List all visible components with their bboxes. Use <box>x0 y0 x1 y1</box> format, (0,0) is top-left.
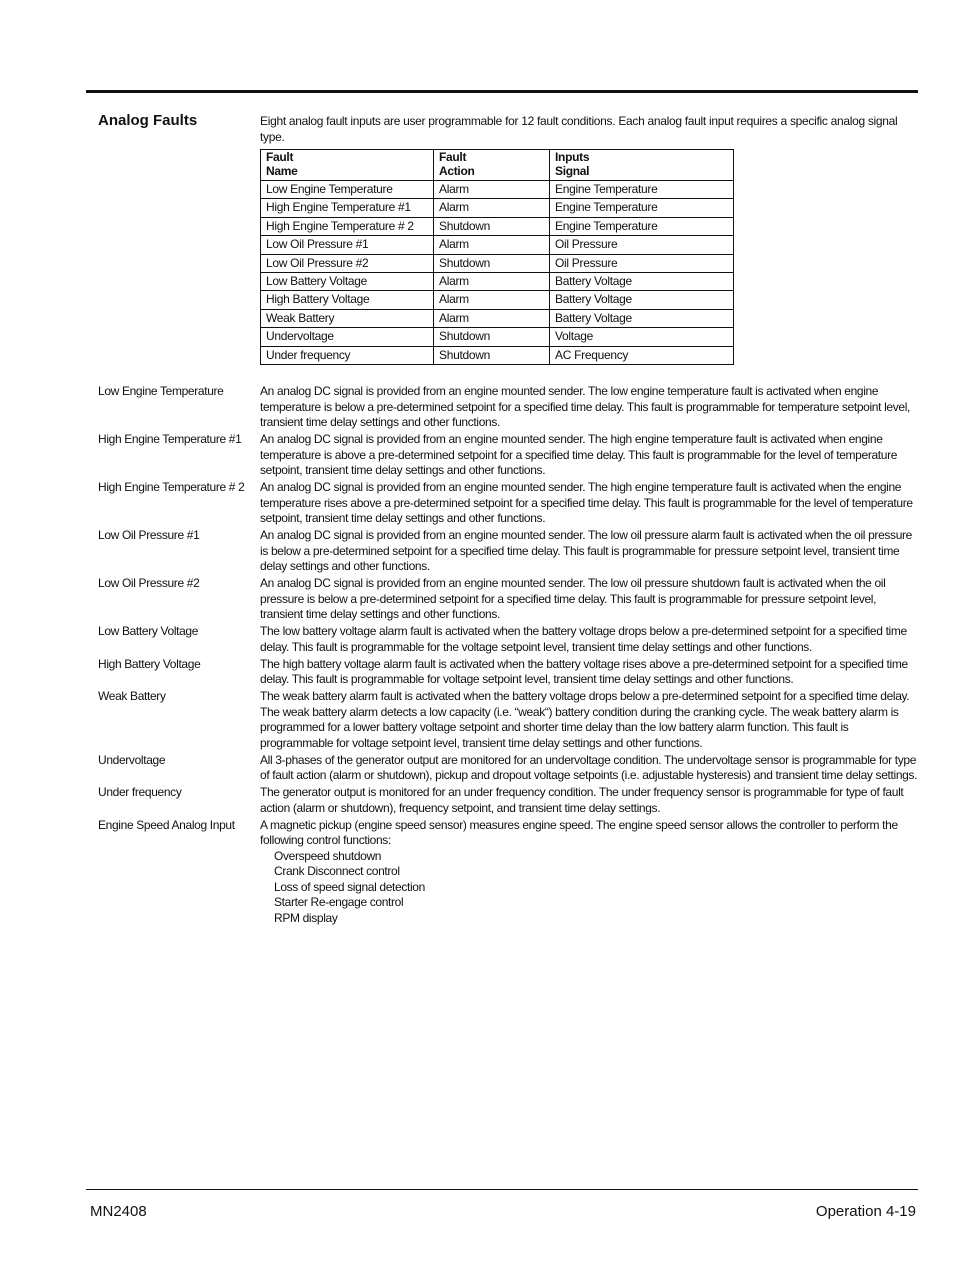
fault-name-cell: Low Battery Voltage <box>261 272 434 290</box>
fault-action-cell: Alarm <box>434 199 550 217</box>
table-row <box>261 199 734 217</box>
description-row <box>98 657 920 688</box>
input-signal-cell: Battery Voltage <box>550 272 734 290</box>
fault-name-cell: Under frequency <box>261 346 434 364</box>
fault-action-cell: Shutdown <box>434 217 550 235</box>
description-text-block <box>260 818 920 927</box>
description-label: Engine Speed Analog Input <box>98 817 235 832</box>
description-label: Low Oil Pressure #1 <box>98 528 200 542</box>
description-label: Under frequency <box>98 785 182 799</box>
description-label: High Engine Temperature # 2 <box>98 480 245 494</box>
fault-action-cell: Shutdown <box>434 328 550 346</box>
input-signal-cell: Oil Pressure <box>550 236 734 254</box>
table-row <box>261 236 734 254</box>
input-signal-cell: Oil Pressure <box>550 254 734 272</box>
table-row <box>261 181 734 199</box>
analog-faults-table <box>260 149 734 365</box>
fault-action-cell: Alarm <box>434 272 550 290</box>
table-row <box>261 309 734 327</box>
fault-action-cell: Shutdown <box>434 346 550 364</box>
description-row <box>98 528 920 575</box>
description-label: Low Battery Voltage <box>98 624 199 638</box>
description-row <box>98 432 920 479</box>
fault-name-cell: Weak Battery <box>261 309 434 327</box>
fault-action-cell: Alarm <box>434 236 550 254</box>
fault-name-cell: Low Oil Pressure #1 <box>261 236 434 254</box>
input-signal-cell: Voltage <box>550 328 734 346</box>
table-header-row <box>261 150 734 181</box>
input-signal-cell: Engine Temperature <box>550 199 734 217</box>
footer-doc-number: MN2408 <box>90 1203 147 1220</box>
description-text: An analog DC signal is provided from an engine mounted sender. The high engine temperature fault is activated when the engine temperature rises above a pre-determined setpoint for a specified time delay. This fault is programmable for the level of temperature setpoint, transient time delay settings and other functions. <box>260 480 913 525</box>
table-row <box>261 328 734 346</box>
description-text: The high battery voltage alarm fault is activated when the battery voltage rises above a pre-determined setpoint for a specified time delay. This fault is programmable for voltage setpoint level, transient time delay settings and other functions. <box>260 656 908 686</box>
description-text: The low battery voltage alarm fault is activated when the battery voltage drops below a pre-determined setpoint for a specified time delay. This fault is programmable for the voltage setpoint level, transient time delay settings and other functions. <box>260 624 907 654</box>
input-signal-cell: AC Frequency <box>550 346 734 364</box>
description-text: The generator output is monitored for an under frequency condition. The under frequency sensor is programmable for type of fault action (alarm or shutdown), frequency setpoint, and transient time delay settings. <box>260 785 904 815</box>
description-row <box>98 785 920 816</box>
description-label: High Battery Voltage <box>98 656 201 671</box>
section-heading: Analog Faults <box>98 112 198 129</box>
input-signal-cell: Engine Temperature <box>550 181 734 199</box>
bottom-rule <box>86 1189 918 1190</box>
description-text: All 3-phases of the generator output are monitored for an undervoltage condition. The undervoltage sensor is programmable for type of fault action (alarm or shutdown), pickup and dropout voltage setpoints (i.e. adjustable hysteresis) and transient time delay settings. <box>260 752 918 782</box>
description-text: An analog DC signal is provided from an engine mounted sender. The low engine temperature fault is activated when engine temperature is below a pre-determined setpoint for a specified time delay. This fault is programmable for temperature setpoint level, transient time delay settings and other functions. <box>260 384 911 429</box>
fault-action-cell: Alarm <box>434 181 550 199</box>
fault-action-cell: Shutdown <box>434 254 550 272</box>
description-text: An analog DC signal is provided from an engine mounted sender. The low oil pressure alarm fault is activated when the oil pressure is below a pre-determined setpoint for a specified time delay. This fault is programmable for pressure setpoint level, transient time delay settings and other functions. <box>260 528 912 573</box>
table-row <box>261 254 734 272</box>
list-item: Overspeed shutdown <box>274 848 382 863</box>
description-label: Undervoltage <box>98 752 166 767</box>
list-item: RPM display <box>274 910 338 925</box>
input-signal-cell: Battery Voltage <box>550 309 734 327</box>
header-fault-action: Fault Action <box>434 150 550 181</box>
description-row <box>98 689 920 751</box>
fault-name-cell: Low Oil Pressure #2 <box>261 254 434 272</box>
fault-descriptions <box>98 384 920 928</box>
fault-name-cell: High Battery Voltage <box>261 291 434 309</box>
description-row <box>98 818 920 927</box>
speed-function-list <box>260 849 920 927</box>
table-row <box>261 272 734 290</box>
table-row <box>261 217 734 235</box>
table-row <box>261 346 734 364</box>
description-label: Weak Battery <box>98 689 166 703</box>
top-rule <box>86 90 918 93</box>
list-item: Crank Disconnect control <box>274 864 400 878</box>
footer-page-number: Operation 4-19 <box>815 1203 916 1220</box>
fault-action-cell: Alarm <box>434 309 550 327</box>
description-text: An analog DC signal is provided from an engine mounted sender. The high engine temperature fault is activated when engine temperature is above a pre-determined setpoint for a specified time delay. This fault is programmable for the level of temperature setpoint, transient time delay settings and other functions. <box>260 432 898 477</box>
fault-action-cell: Alarm <box>434 291 550 309</box>
header-fault-name: Fault Name <box>261 150 434 181</box>
description-row <box>98 753 920 784</box>
list-item: Starter Re-engage control <box>274 895 404 909</box>
header-input-signal: Inputs Signal <box>550 150 734 181</box>
description-row <box>98 480 920 527</box>
description-label: Low Oil Pressure #2 <box>98 576 200 590</box>
fault-name-cell: High Engine Temperature #1 <box>261 199 434 217</box>
input-signal-cell: Engine Temperature <box>550 217 734 235</box>
description-text: An analog DC signal is provided from an engine mounted sender. The low oil pressure shutdown fault is activated when the oil pressure is below a pre-determined setpoint for a specified time delay. This fault is programmable for pressure setpoint level, transient time delay settings and other functions. <box>260 576 886 621</box>
input-signal-cell: Battery Voltage <box>550 291 734 309</box>
description-text: A magnetic pickup (engine speed sensor) measures engine speed. The engine speed sensor allows the controller to perform the following control functions: <box>260 817 898 847</box>
description-text: The weak battery alarm fault is activated when the battery voltage drops below a pre-determined setpoint for a specified time delay. The weak battery alarm detects a low capacity (i.e. “weak“) battery condition during the cranking cycle. The weak battery alarm is programmed for a lower battery voltage setpoint and shorter time delay than the low battery alarm function. This fault is programmable for voltage setpoint level, transient time delay settings and other functions. <box>260 689 910 750</box>
fault-name-cell: Undervoltage <box>261 328 434 346</box>
intro-paragraph: Eight analog fault inputs are user programmable for 12 fault conditions. Each analog fault input requires a specific analog signal type. <box>260 114 898 144</box>
description-label: Low Engine Temperature <box>98 384 224 398</box>
fault-name-cell: Low Engine Temperature <box>261 181 434 199</box>
table-row <box>261 291 734 309</box>
description-label: High Engine Temperature #1 <box>98 432 242 446</box>
description-row <box>98 384 920 431</box>
fault-name-cell: High Engine Temperature # 2 <box>261 217 434 235</box>
list-item: Loss of speed signal detection <box>274 879 425 894</box>
description-row <box>98 576 920 623</box>
description-row <box>98 624 920 655</box>
